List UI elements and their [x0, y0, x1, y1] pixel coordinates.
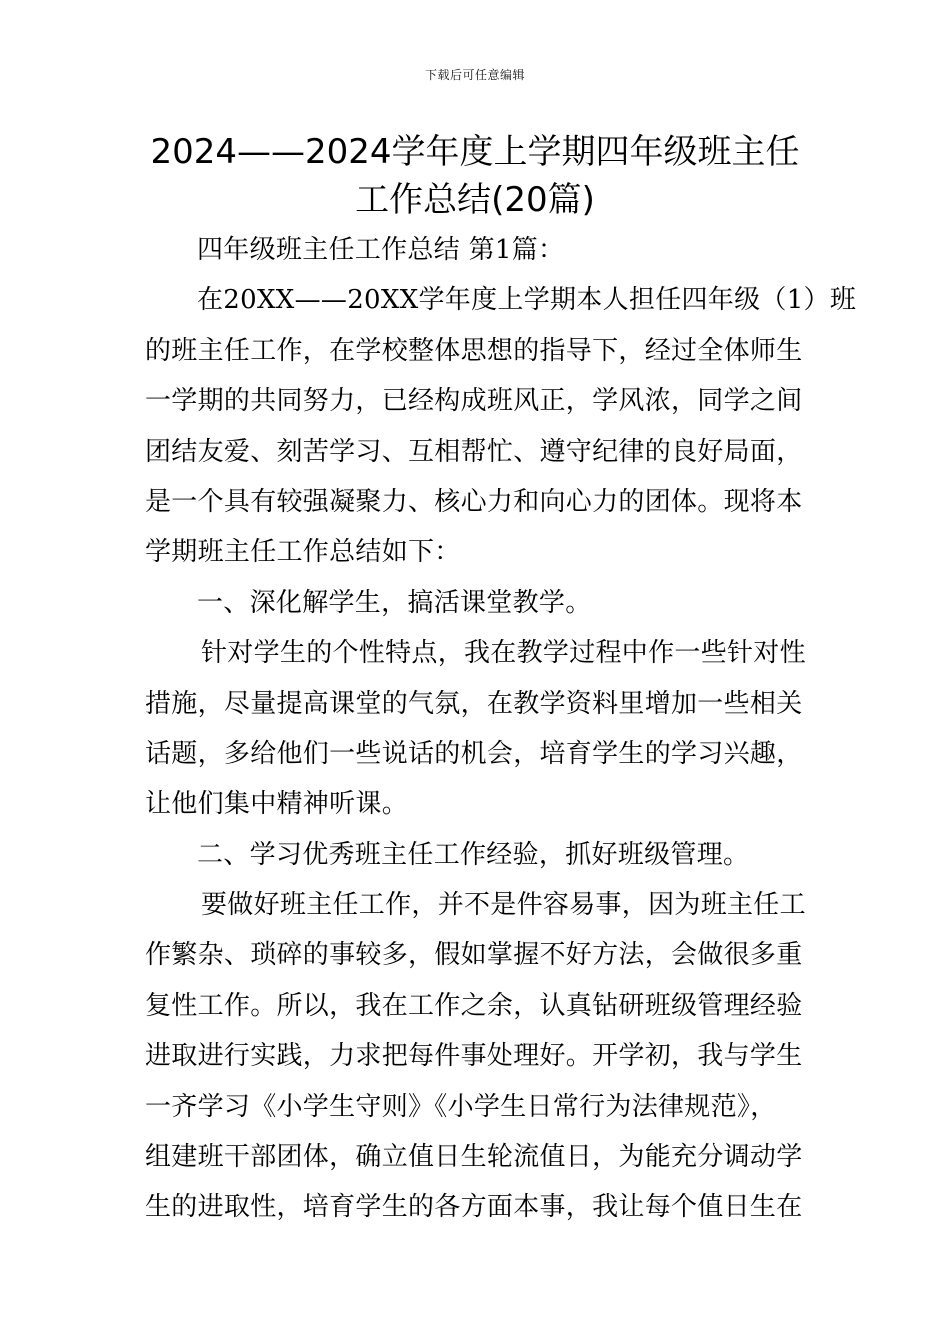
paragraph-line: 在20XX——20XX学年度上学期本人担任四年级（1）班	[197, 285, 857, 316]
document-body	[145, 228, 857, 1236]
subheading-two: 二、学习优秀班主任工作经验，抓好班级管理。	[197, 839, 750, 870]
paragraph-line: 话题，多给他们一些说话的机会，培育学生的学习兴趣，	[145, 738, 803, 769]
paragraph-line: 复性工作。所以，我在工作之余，认真钻研班级管理经验	[145, 990, 803, 1021]
paragraph-line: 针对学生的个性特点，我在教学过程中作一些针对性	[201, 638, 806, 669]
paragraph-line: 进取进行实践，力求把每件事处理好。开学初，我与学生	[145, 1041, 803, 1072]
paragraph-line: 让他们集中精神听课。	[145, 789, 409, 820]
paragraph-line: 一齐学习《小学生守则》《小学生日常行为法律规范》，	[145, 1091, 777, 1122]
paragraph-line: 一学期的共同努力，已经构成班风正，学风浓，同学之间	[145, 386, 803, 417]
section-heading: 四年级班主任工作总结 第1篇：	[197, 235, 565, 265]
paragraph-line: 学期班主任工作总结如下：	[145, 537, 461, 568]
paragraph-line: 组建班干部团体，确立值日生轮流值日，为能充分调动学	[145, 1142, 803, 1173]
header-note: 下载后可任意编辑	[424, 68, 525, 82]
paragraph-line: 团结友爱、刻苦学习、互相帮忙、遵守纪律的良好局面，	[145, 436, 803, 467]
title-line-1: 2024——2024学年度上学期四年级班主任	[150, 132, 800, 172]
paragraph-line: 是一个具有较强凝聚力、核心力和向心力的团体。现将本	[145, 486, 803, 517]
document-title	[100, 128, 850, 224]
paragraph-line: 作繁杂、琐碎的事较多，假如掌握不好方法，会做很多重	[145, 940, 803, 971]
subheading-one: 一、深化解学生，搞活课堂教学。	[197, 587, 592, 618]
paragraph-line: 要做好班主任工作，并不是件容易事，因为班主任工	[201, 890, 806, 921]
paragraph-line: 的班主任工作，在学校整体思想的指导下，经过全体师生	[145, 335, 803, 366]
paragraph-line: 措施，尽量提高课堂的气氛，在教学资料里增加一些相关	[145, 688, 803, 719]
paragraph-line: 生的进取性，培育学生的各方面本事，我让每个值日生在	[145, 1192, 803, 1223]
title-line-2: 工作总结(20篇)	[355, 180, 595, 220]
